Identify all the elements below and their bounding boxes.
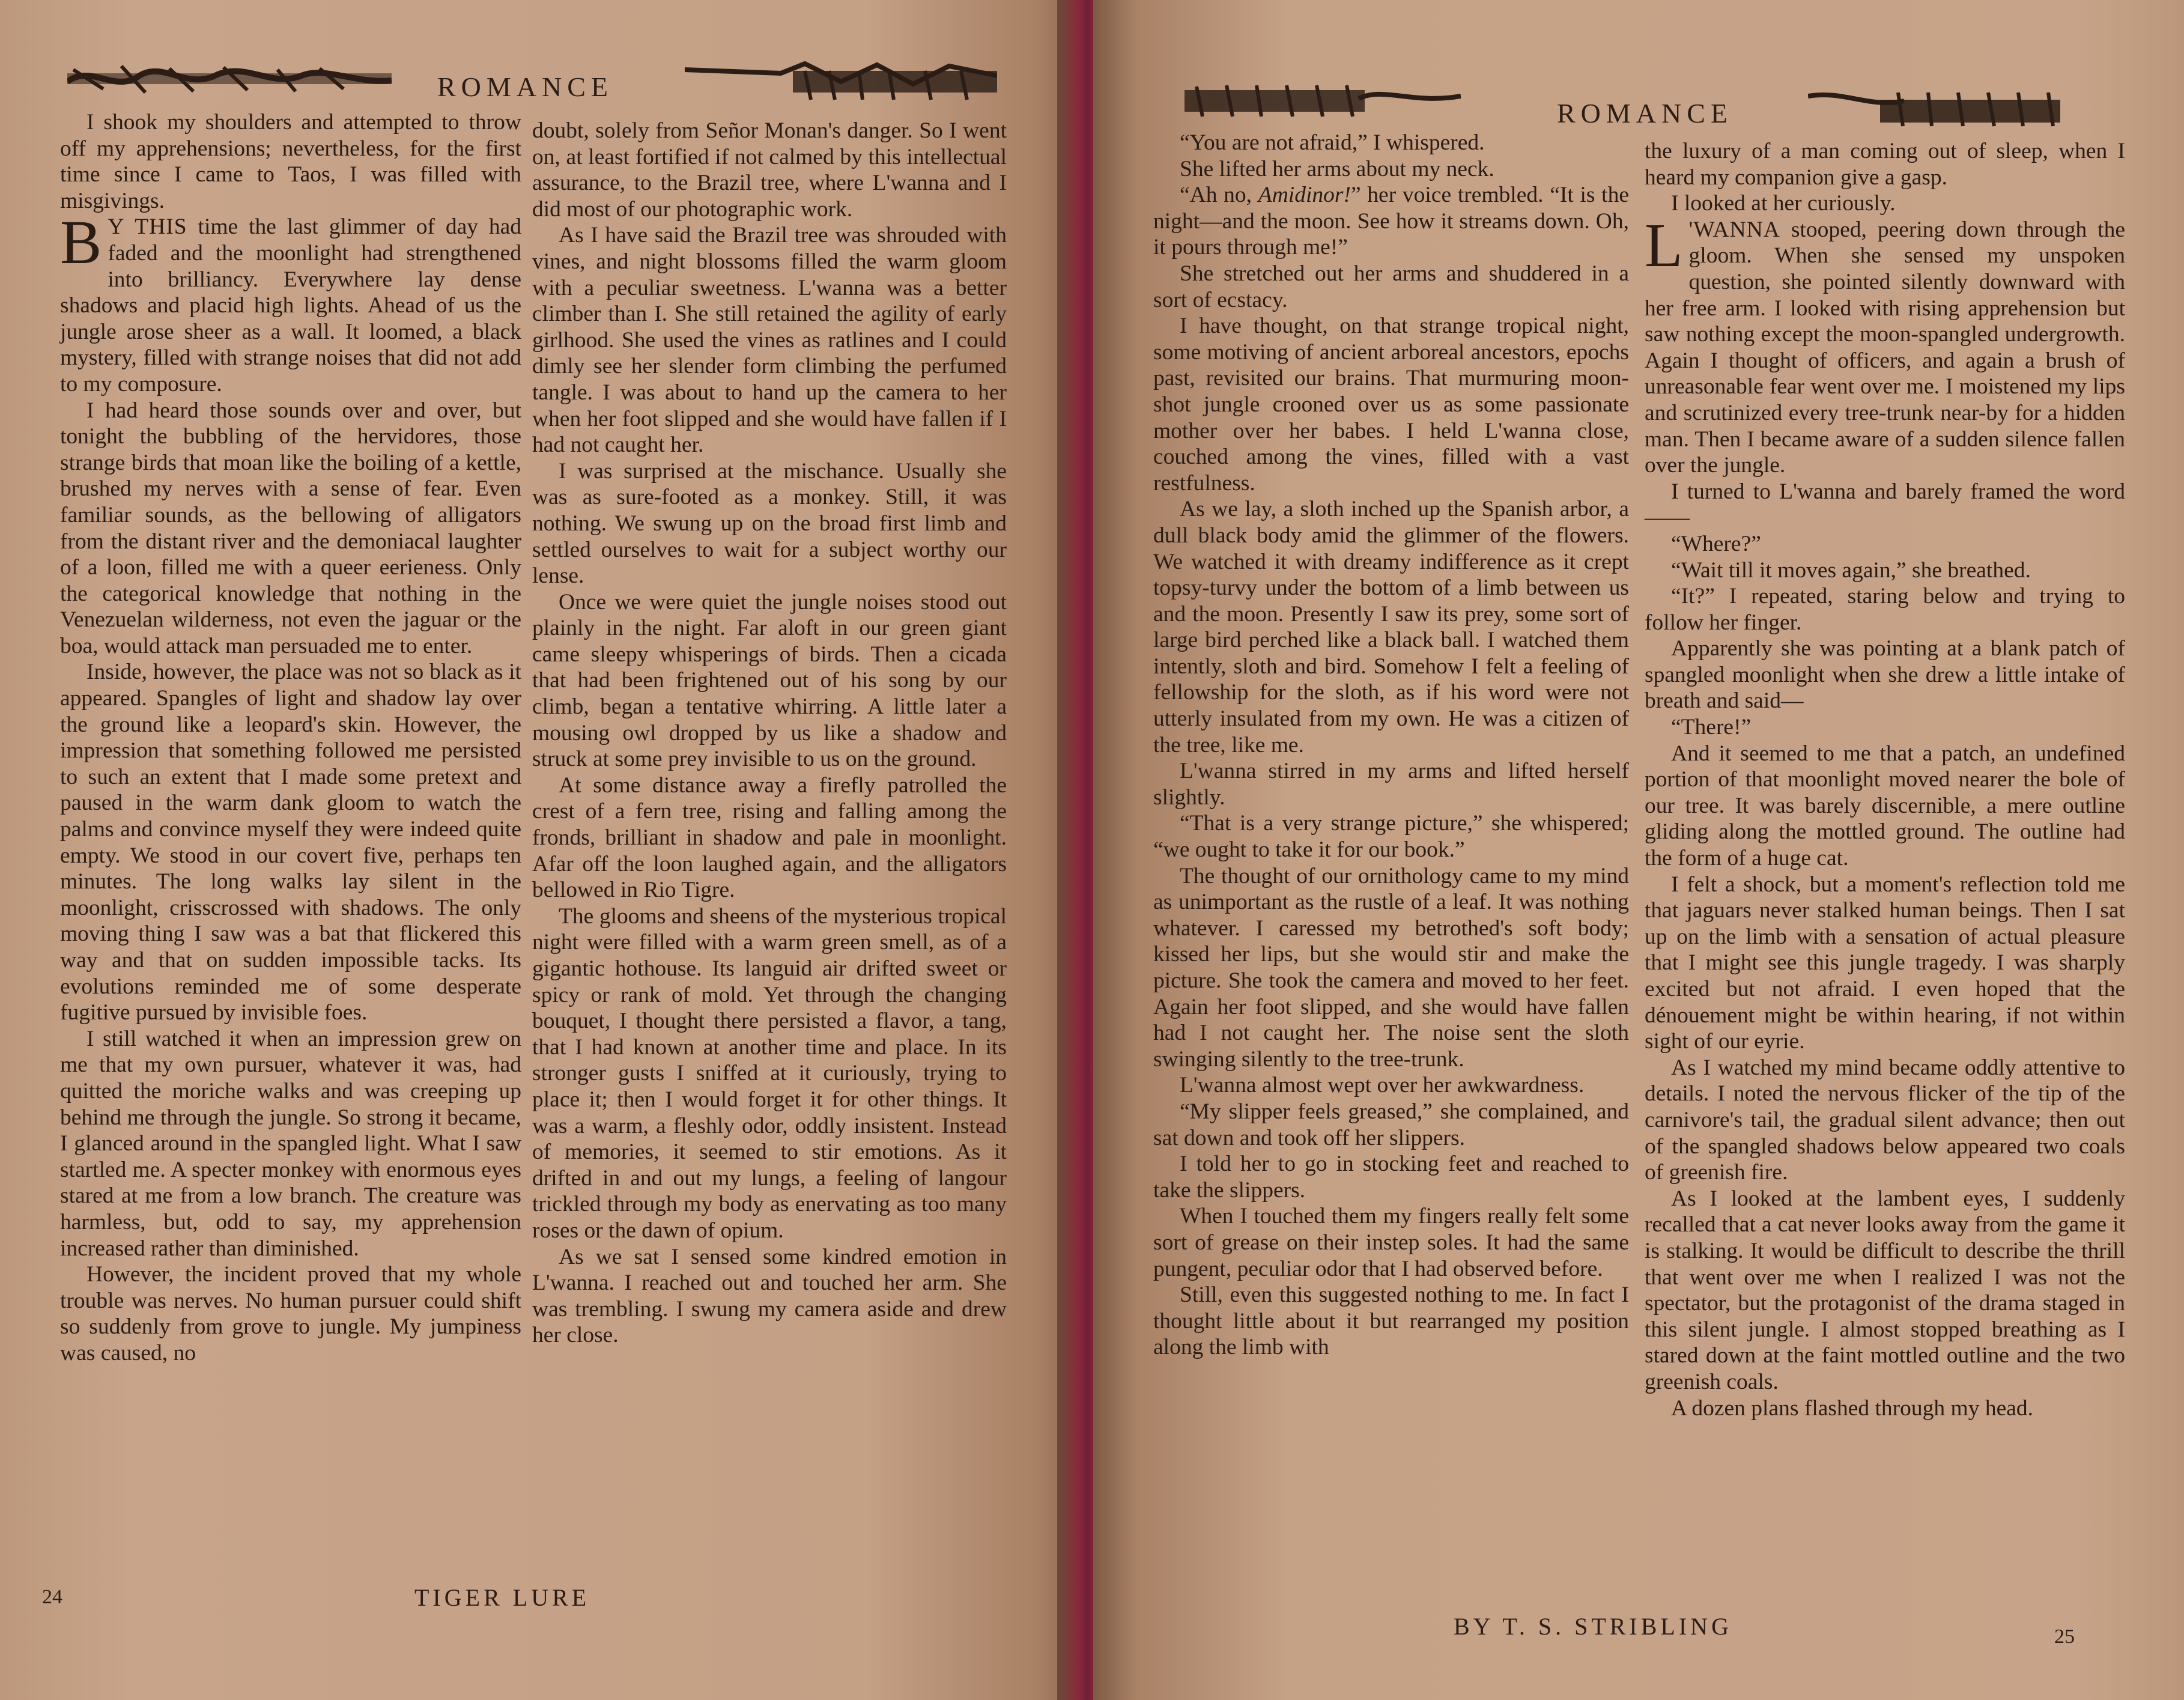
right-page	[1093, 0, 2184, 1700]
paragraph-text: As we sat I sensed some kindred emotion in L'wanna. I reached out and touched her arm. She was trembling. I swung my camera aside and drew her close.	[532, 1244, 1007, 1348]
paragraph	[1153, 130, 1629, 156]
paragraph-text: “Where?”	[1671, 531, 1761, 556]
paragraph	[1645, 714, 2125, 741]
paragraph-text: I looked at her curiously.	[1671, 191, 1896, 216]
header-ornament-right	[685, 58, 997, 102]
paragraph	[1153, 1151, 1629, 1203]
paragraph	[1645, 636, 2125, 714]
paragraph-text: I have thought, on that strange tropical night, some motiving of ancient arboreal ancestors, epochs past, revisited our brains. That murmuring moon-shot jungle crooned over us as some passionate mother over her babes. I held L'wanna close, couched among the vines, filled with a vast restfulness.	[1153, 314, 1629, 496]
paragraph	[1645, 557, 2125, 584]
paragraph	[1153, 1099, 1629, 1151]
paragraph	[1645, 138, 2125, 190]
footer-author: BY T. S. STRIBLING	[1454, 1613, 1732, 1640]
paragraph-text: ” her voice trembled. “It is the night—and the moon. See how it streams down. Oh, it pours through me!”	[1153, 183, 1629, 260]
column-right-1	[1153, 130, 1629, 1361]
paragraph	[60, 659, 521, 1025]
paragraph-text: L'wanna almost wept over her awkwardness.	[1180, 1073, 1585, 1098]
paragraph	[1645, 872, 2125, 1055]
paragraph	[532, 222, 1007, 458]
lead-word: Y THIS	[108, 214, 187, 240]
paragraph-text: L'wanna stirred in my arms and lifted herself slightly.	[1153, 759, 1629, 810]
drop-cap: L	[1645, 210, 1683, 280]
paragraph-text: The glooms and sheens of the mysterious tropical night were filled with a warm green smell, as of a gigantic hothouse. Its languid air drifted sweet or spicy or rank of mold. Yet through the changing bouquet, I thought there persisted a flavor, a tang, that I had known at another time and place. In its stronger gusts I sniffed at it curiously, trying to place it; then I would forget it for other things. It was a warm, a fleshly odor, oddly insistent. Instead of memories, it seemed to stir emotions. As it drifted in and out my lungs, a feeling of langour trickled through my body as enervating as too many roses or the dawn of opium.	[532, 903, 1007, 1243]
paragraph-text: I shook my shoulders and attempted to throw off my apprehensions; nevertheless, for the first time since I came to Taos, I was filled with misgivings.	[60, 110, 521, 213]
paragraph	[1153, 758, 1629, 810]
paragraph-text: “It?” I repeated, staring below and trying to follow her finger.	[1645, 584, 2125, 635]
lead-word: 'WANNA	[1688, 217, 1780, 242]
header-ornament-right	[1808, 84, 2060, 129]
paragraph-text: “Wait till it moves again,” she breathed.	[1671, 557, 2031, 583]
running-head: ROMANCE	[1557, 98, 1734, 129]
paragraph	[1153, 1072, 1629, 1099]
header-ornament-left	[1185, 74, 1461, 119]
header-ornament-left	[67, 58, 392, 102]
paragraph	[1645, 1395, 2125, 1422]
paragraph	[1153, 810, 1629, 863]
paragraph	[1645, 741, 2125, 872]
paragraph-text: She lifted her arms about my neck.	[1180, 156, 1494, 181]
paragraph-text: Apparently she was pointing at a blank patch of spangled moonlight when she drew a little intake of breath and said—	[1645, 636, 2125, 714]
paragraph-text: When I touched them my fingers really felt some sort of grease on their instep soles. It had the same pungent, peculiar odor that I had observed before.	[1153, 1204, 1629, 1281]
paragraph-text: A dozen plans flashed through my head.	[1671, 1395, 2033, 1421]
running-head: ROMANCE	[437, 71, 614, 102]
paragraph	[532, 903, 1007, 1244]
paragraph	[1153, 1203, 1629, 1282]
emphasis: Amidinor!	[1258, 183, 1351, 208]
paragraph-text: And it seemed to me that a patch, an undefined portion of that moonlight moved nearer the bole of our tree. It was barely discernible, a mere outline gliding along the mottled ground. The outline had the form of a huge cat.	[1645, 741, 2125, 871]
paragraph	[60, 208, 522, 397]
paragraph-text: I had heard those sounds over and over, but tonight the bubbling of the hervidores, those strange birds that moan like the boiling of a kettle, brushed my nerves with a sense of fear. Even familiar sounds, as the bellowing of alligators from the distant river and the demoniacal laughter of a loon, filled me with a queer eerieness. Only the categorical knowledge that nothing in the Venezuelan wilderness, not even the jaguar or the boa, would attack man persuaded me to enter.	[60, 398, 521, 658]
column-right-2	[1645, 138, 2125, 1421]
page-number: 24	[42, 1586, 62, 1608]
paragraph	[532, 458, 1007, 589]
paragraph-text: I still watched it when an impression grew on me that my own pursuer, whatever it was, had quitted the moriche walks and was creeping up behind me through the jungle. So strong it became, I glanced around in the spangled light. What I saw startled me. A specter monkey with enormous eyes stared at me from a low branch. The creature was harmless, but, odd to say, my apprehension increased rather than diminished.	[60, 1026, 521, 1261]
paragraph-text: As I looked at the lambent eyes, I suddenly recalled that a cat never looks away from the game it is stalking. It would be difficult to describe the thrill that went over me when I realized I was not the spectator, but the protagonist of the drama staged in this silent jungle. I almost stopped breathing as I stared down at the faint mottled outline and the two greenish coals.	[1645, 1186, 2125, 1394]
paragraph-text: “Ah no,	[1180, 183, 1258, 208]
column-left-1	[60, 109, 521, 1367]
paragraph-text: “There!”	[1671, 715, 1752, 740]
paragraph	[60, 109, 521, 214]
paragraph	[60, 1261, 521, 1366]
drop-cap: B	[60, 208, 102, 278]
paragraph	[1153, 496, 1629, 758]
paragraph-text: “My slipper feels greased,” she complained, and sat down and took off her slippers.	[1153, 1099, 1629, 1150]
paragraph	[532, 773, 1007, 903]
column-left-2	[532, 118, 1007, 1349]
paragraph-text: As we lay, a sloth inched up the Spanish arbor, a dull black body amid the glimmer of the flowers. We watched it with dreamy indifference as it crept topsy-turvy under the bottom of a limb between us and the moon. Presently I saw its prey, some sort of large bird perched like a black ball. I watched them intently, sloth and bird. Somehow I felt a feeling of fellowship for the sloth, as if his word were not utterly insulated from my own. He was a citizen of the tree, like me.	[1153, 497, 1629, 757]
paragraph	[532, 118, 1007, 222]
paragraph-text: I was surprised at the mischance. Usually she was as sure-footed as a monkey. Still, it was nothing. We swung up on the broad first limb and settled ourselves to wait for a subject worthy our lense.	[532, 458, 1007, 589]
footer-title: TIGER LURE	[414, 1584, 590, 1611]
paragraph	[1153, 1282, 1629, 1361]
paragraph	[1153, 182, 1629, 261]
paragraph-text: At some distance away a firefly patrolled the crest of a fern tree, rising and falling among the fronds, brilliant in shadow and pale in moonlight. Afar off the loon laughed again, and the alligators bellowed in Rio Tigre.	[532, 773, 1007, 903]
paragraph-text: As I watched my mind became oddly attentive to details. I noted the nervous flicker of the tip of the carnivore's tail, the gradual silent advance; then out of the spangled shadows below appeared two coals of greenish fire.	[1645, 1055, 2125, 1185]
paragraph-text: Once we were quiet the jungle noises stood out plainly in the night. Far aloft in our green giant came sleepy whisperings of birds. Then a cicada that had been frightened out of his song by our climb, began a tentative whirring. A little later a mousing owl dropped by us like a shadow and struck at some prey invisible to us on the ground.	[532, 589, 1007, 772]
paragraph	[1153, 261, 1629, 313]
paragraph	[60, 1026, 521, 1261]
paragraph-text: doubt, solely from Señor Monan's danger. So I went on, at least fortified if not calmed by this intellectual assurance, to the Brazil tree, where L'wanna and I did most of our photographic work.	[532, 118, 1007, 222]
paragraph-text: The thought of our ornithology came to my mind as unimportant as the rustle of a leaf. It was nothing whatever. I caressed my betrothed's soft body; kissed her lips, but she would stir and make the picture. She took the camera and moved to her feet. Again her foot slipped, and she would have fallen had I not caught her. The noise sent the sloth swinging silently to the tree-trunk.	[1153, 863, 1629, 1072]
paragraph	[1153, 313, 1629, 496]
paragraph	[60, 398, 521, 660]
paragraph-text: However, the incident proved that my whole trouble was nerves. No human pursuer could shift so suddenly from grove to jungle. My jumpiness was caused, no	[60, 1262, 521, 1365]
paragraph-text: Still, even this suggested nothing to me. In fact I thought little about it but rearranged my position along the limb with	[1153, 1283, 1629, 1360]
left-page	[0, 0, 1081, 1700]
paragraph-text: Inside, however, the place was not so black as it appeared. Spangles of light and shadow lay over the ground like a leopard's skin. However, the impression that something followed me persisted to such an extent that I made some pretext and paused in the warm dank gloom to watch the palms and convince myself they were indeed quite empty. We stood in our covert five, perhaps ten minutes. The long walks lay silent in the moonlight, crisscrossed with shadows. The only moving thing I saw was a bat that flickered this way and that on sudden impossible tacks. Its evolutions reminded me of some desperate fugitive pursued by invisible foes.	[60, 660, 521, 1025]
paragraph-text: I told her to go in stocking feet and reached to take the slippers.	[1153, 1152, 1629, 1203]
paragraph	[1645, 190, 2125, 217]
paragraph	[1645, 531, 2125, 557]
paragraph	[1645, 583, 2125, 636]
paragraph-text: the luxury of a man coming out of sleep, when I heard my companion give a gasp.	[1645, 139, 2125, 190]
paragraph-text: I turned to L'wanna and barely framed the word——	[1645, 479, 2125, 530]
paragraph	[532, 589, 1007, 773]
paragraph-text: stooped, peering down through the gloom. When she sensed my unspoken question, she pointed silently downward with her free arm. I looked with rising apprehension but saw nothing except the moon-spangled undergrowth. Again I thought of officers, and again a brush of unreasonable fear went over me. I moistened my lips and scrutinized every tree-trunk near-by for a hidden man. Then I became aware of a sudden silence fallen over the jungle.	[1645, 217, 2125, 478]
page-number: 25	[2054, 1626, 2075, 1648]
paragraph	[1153, 156, 1629, 183]
paragraph-text: As I have said the Brazil tree was shrouded with vines, and night blossoms filled the warm gloom with a peculiar sweetness. L'wanna was a better climber than I. She still retained the agility of early girlhood. She used the vines as ratlines and I could dimly see her slender form climbing the perfumed tangle. I was about to hand up the camera to her when her foot slipped and she would have fallen if I had not caught her.	[532, 223, 1007, 458]
paragraph-text: I felt a shock, but a moment's reflection told me that jaguars never stalked human beings. Then I sat up on the limb with a sensation of actual pleasure that I might see this jungle tragedy. I was sharply excited but not afraid. I even hoped that the dénouement might be within hearing, if not within sight of our eyrie.	[1645, 872, 2125, 1054]
paragraph	[1645, 479, 2125, 531]
paragraph-text: She stretched out her arms and shuddered in a sort of ecstacy.	[1153, 261, 1629, 312]
paragraph-text: “You are not afraid,” I whispered.	[1180, 130, 1485, 155]
paragraph	[532, 1244, 1007, 1349]
paragraph-text: “That is a very strange picture,” she whispered; “we ought to take it for our book.”	[1153, 811, 1629, 863]
paragraph	[1645, 210, 2125, 479]
paragraph	[1153, 863, 1629, 1073]
paragraph-text: time the last glimmer of day had faded and the moonlight had strengthened into brilliancy. Everywhere lay dense shadows and placid high lights. Ahead of us the jungle arose sheer as a wall. It loomed, a black mystery, filled with strange noises that did not add to my composure.	[60, 214, 522, 396]
paragraph	[1645, 1055, 2125, 1186]
paragraph	[1645, 1186, 2125, 1395]
